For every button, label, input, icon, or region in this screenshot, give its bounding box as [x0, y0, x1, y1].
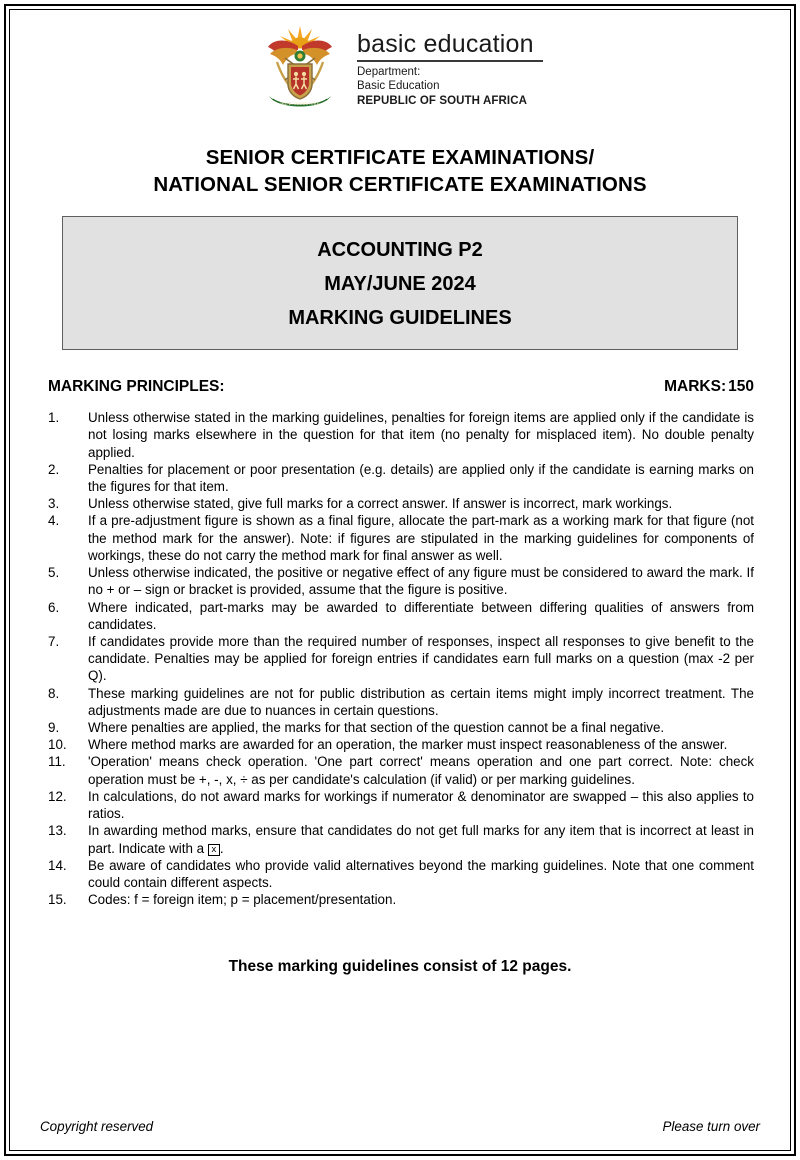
principle-text: Unless otherwise indicated, the positive or negative effect of any figure must be considered to award the mark. If no + or – sign or bracket is provided, assume that the figure is positive. — [88, 565, 754, 598]
principle-text: Penalties for placement or poor presentation (e.g. details) are applied only if the candidate is earning marks on the figures for that item. — [88, 461, 754, 494]
principle-number: 8. — [48, 685, 60, 701]
principle-number: 11. — [48, 754, 66, 770]
principle-number: 15. — [48, 892, 67, 908]
department-name: Basic Education — [357, 80, 440, 93]
department-details — [357, 65, 543, 109]
principle-number: 3. — [48, 496, 60, 512]
department-wordmark — [357, 27, 543, 108]
turn-over-notice: Please turn over — [662, 1119, 760, 1134]
marks-value: 150 — [728, 378, 754, 396]
principle-item — [48, 719, 754, 736]
principle-item — [48, 633, 754, 685]
svg-text:!KE E: /XARRA //KE: !KE E: /XARRA //KE — [280, 101, 320, 106]
marking-principles-header — [40, 378, 760, 396]
principle-number: 10. — [48, 737, 67, 753]
principle-number: 2. — [48, 461, 60, 477]
principle-text: Where indicated, part-marks may be awarded to differentiate between differing qualities of answers from candidates. — [88, 599, 754, 632]
principle-text: Unless otherwise stated in the marking guidelines, penalties for foreign items are applied only if the candidate is not losing marks elsewhere in the question for that item (no penalty for misplaced item). No double penalty applied. — [88, 410, 754, 460]
principle-number: 9. — [48, 720, 60, 736]
page-count-note: These marking guidelines consist of 12 pages. — [228, 958, 572, 976]
principle-number: 13. — [48, 823, 67, 839]
exam-title-block — [40, 144, 760, 198]
principle-text: These marking guidelines are not for public distribution as certain items might imply incorrect treatment. The adjustments made are due to nuances in certain questions. — [88, 685, 754, 718]
principle-item — [48, 409, 754, 461]
south-african-coat-of-arms-icon — [257, 22, 343, 114]
principle-item — [48, 685, 754, 719]
department-label: Department: — [357, 65, 421, 78]
exam-session: MAY/JUNE 2024 — [324, 273, 476, 296]
principle-number: 14. — [48, 857, 67, 873]
principle-number: 5. — [48, 565, 60, 581]
principle-text-tail: . — [219, 840, 224, 856]
country-name: REPUBLIC OF SOUTH AFRICA — [357, 94, 527, 107]
principle-item — [48, 512, 754, 564]
principle-item — [48, 822, 754, 856]
principle-text: Unless otherwise stated, give full marks for a correct answer. If answer is incorrect, mark workings. — [88, 496, 673, 512]
principle-number: 4. — [48, 513, 60, 529]
principle-text: If a pre-adjustment figure is shown as a final figure, allocate the part-mark as a working mark for that figure (not the method mark for the answer). Note: if figures are stipulated in the marking guidelines for components of workings, these do not carry the method mark for final answer as well. — [88, 513, 754, 563]
principle-text-with-icon — [88, 822, 754, 856]
principle-item — [48, 495, 754, 512]
total-marks — [664, 378, 754, 396]
principle-number: 6. — [48, 599, 60, 615]
principle-text: Codes: f = foreign item; p = placement/presentation. — [88, 892, 397, 908]
letterhead — [40, 0, 760, 114]
marking-principles-heading: MARKING PRINCIPLES: — [48, 378, 225, 396]
boxed-x-icon: x — [208, 844, 220, 856]
principle-text: Where penalties are applied, the marks for that section of the question cannot be a final negative. — [88, 720, 665, 736]
principle-item — [48, 461, 754, 495]
marks-label: MARKS: — [664, 378, 727, 396]
principle-item — [48, 788, 754, 822]
principle-item — [48, 753, 754, 787]
principle-item — [48, 857, 754, 891]
exam-title-line-1: SENIOR CERTIFICATE EXAMINATIONS/ — [205, 146, 595, 169]
principle-item — [48, 564, 754, 598]
marking-principles-list — [40, 409, 760, 908]
exam-subject: ACCOUNTING P2 — [317, 239, 483, 262]
page-footer — [40, 1119, 760, 1134]
exam-info-box — [62, 216, 738, 350]
copyright-notice: Copyright reserved — [40, 1119, 154, 1134]
principle-number: 12. — [48, 788, 67, 804]
principle-number: 7. — [48, 633, 60, 649]
brand-title: basic education — [357, 31, 543, 61]
principle-text: Be aware of candidates who provide valid alternatives beyond the marking guidelines. Note that one comment could contain different aspects. — [88, 857, 754, 890]
document-type: MARKING GUIDELINES — [288, 307, 512, 330]
principle-text: 'Operation' means check operation. 'One part correct' means operation and one part correct. Note: check operation must be +, -, x, ÷ as per candidate's calculation (if valid) or per marking guidelines. — [88, 754, 754, 787]
principle-item — [48, 736, 754, 753]
principle-text: In awarding method marks, ensure that candidates do not get full marks for any item that is incorrect at least in part. Indicate with a — [88, 823, 754, 856]
principle-text: If candidates provide more than the required number of responses, inspect all responses to give benefit to the candidate. Penalties may be applied for foreign entries if candidates earn full marks on a question (max -2 per Q). — [88, 633, 754, 684]
principle-number: 1. — [48, 410, 60, 426]
principle-text: Where method marks are awarded for an operation, the marker must inspect reasonableness of the answer. — [88, 737, 728, 753]
principle-item — [48, 599, 754, 633]
exam-title-line-2: NATIONAL SENIOR CERTIFICATE EXAMINATIONS — [153, 173, 647, 197]
principle-text: In calculations, do not award marks for workings if numerator & denominator are swapped – this also applies to ratios. — [88, 788, 754, 822]
principle-item — [48, 891, 754, 908]
